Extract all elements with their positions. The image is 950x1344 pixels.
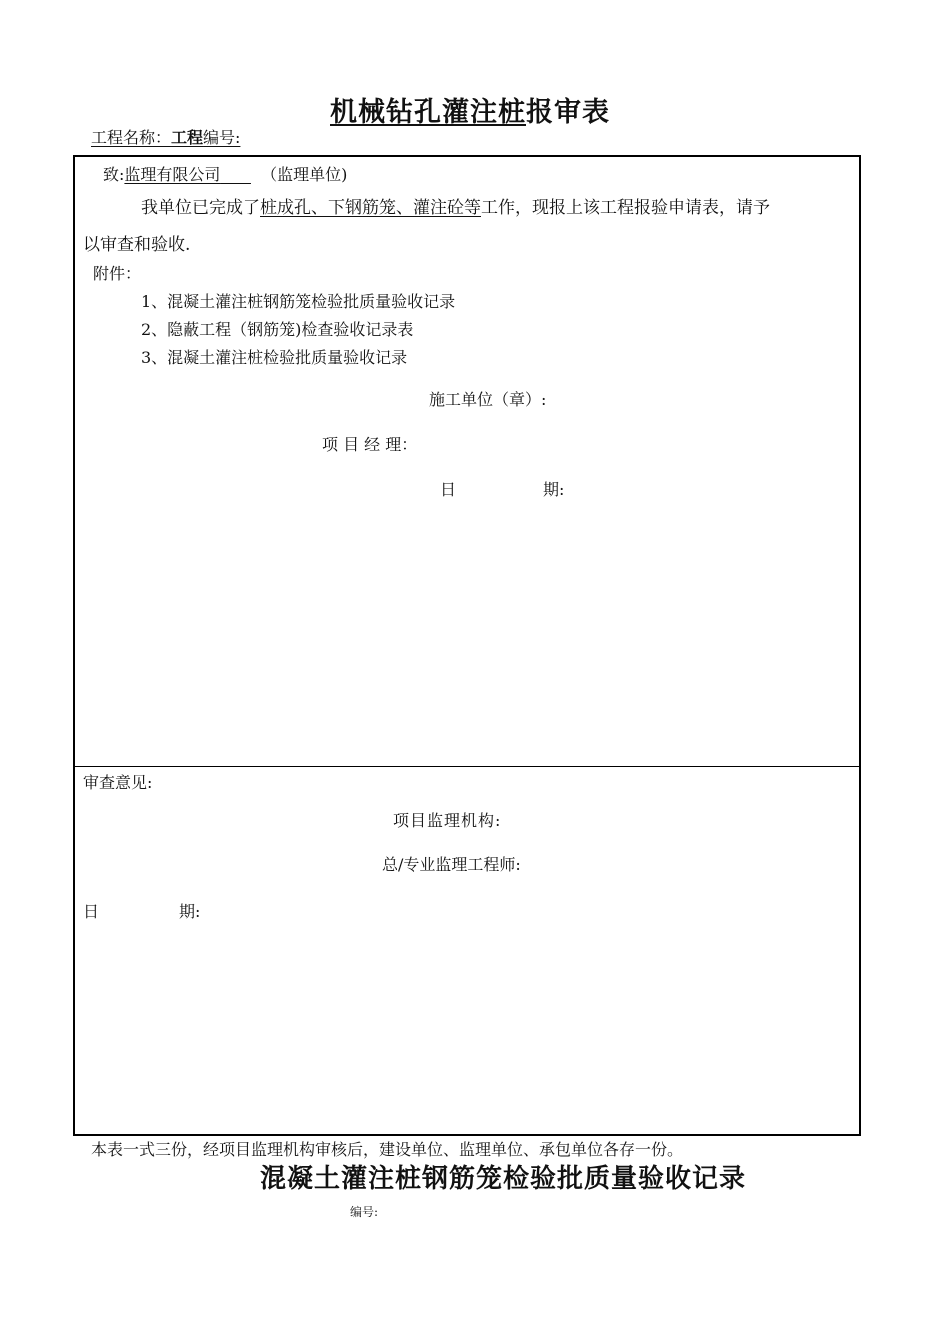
footer-note: 本表一式三份，经项目监理机构审核后，建设单位、监理单位、承包单位各存一份。 — [91, 1140, 684, 1159]
review-date-left: 日 — [83, 902, 100, 921]
date-label-right: 期: — [543, 480, 565, 499]
attachment-item-2: 2、隐蔽工程（钢筋笼)检查验收记录表 — [141, 320, 414, 339]
attachments-label: 附件： — [93, 264, 142, 283]
second-form-title: 混凝土灌注桩钢筋笼检验批质量验收记录 — [260, 1164, 747, 1194]
section-divider — [75, 766, 859, 767]
body-line-1 — [141, 193, 770, 218]
attachment-item-1: 1、混凝土灌注桩钢筋笼检验批质量验收记录 — [141, 292, 456, 311]
project-manager: 项 目 经 理： — [322, 435, 418, 454]
recipient-unit: 监理有限公司 — [124, 165, 221, 184]
review-date-right: 期: — [179, 902, 201, 921]
review-label: 审查意见: — [83, 773, 153, 792]
form-title — [0, 90, 940, 129]
supervision-org: 项目监理机构: — [393, 811, 502, 830]
body-text-part1: 我单位已完成了 — [141, 198, 260, 218]
form-title-rest: 报审表 — [526, 97, 610, 128]
body-work-items: 桩成孔、下钢筋笼、灌注砼等 — [260, 198, 481, 218]
supervising-engineer: 总/专业监理工程师: — [382, 855, 521, 874]
project-name-value: 工程 — [171, 128, 204, 147]
form-title-underlined: 机械钻孔灌注桩 — [330, 97, 526, 128]
body-line-2: 以审查和验收. — [83, 235, 191, 255]
attachment-item-3: 3、混凝土灌注桩检验批质量验收记录 — [141, 348, 408, 367]
project-name-label: 工程名称： — [91, 128, 172, 147]
recipient-prefix: 致: — [103, 165, 125, 184]
recipient-line — [103, 162, 347, 185]
project-line — [91, 125, 240, 148]
contractor-seal: 施工单位（章）: — [429, 390, 547, 409]
date-label-left: 日 — [440, 480, 457, 499]
form-box — [73, 155, 861, 1136]
project-number-label: 编号: — [203, 128, 241, 147]
body-text-part2: 工作，现报上该工程报验申请表，请予 — [481, 198, 770, 218]
second-form-number: 编号: — [350, 1205, 379, 1219]
recipient-suffix: （监理单位) — [261, 165, 348, 184]
